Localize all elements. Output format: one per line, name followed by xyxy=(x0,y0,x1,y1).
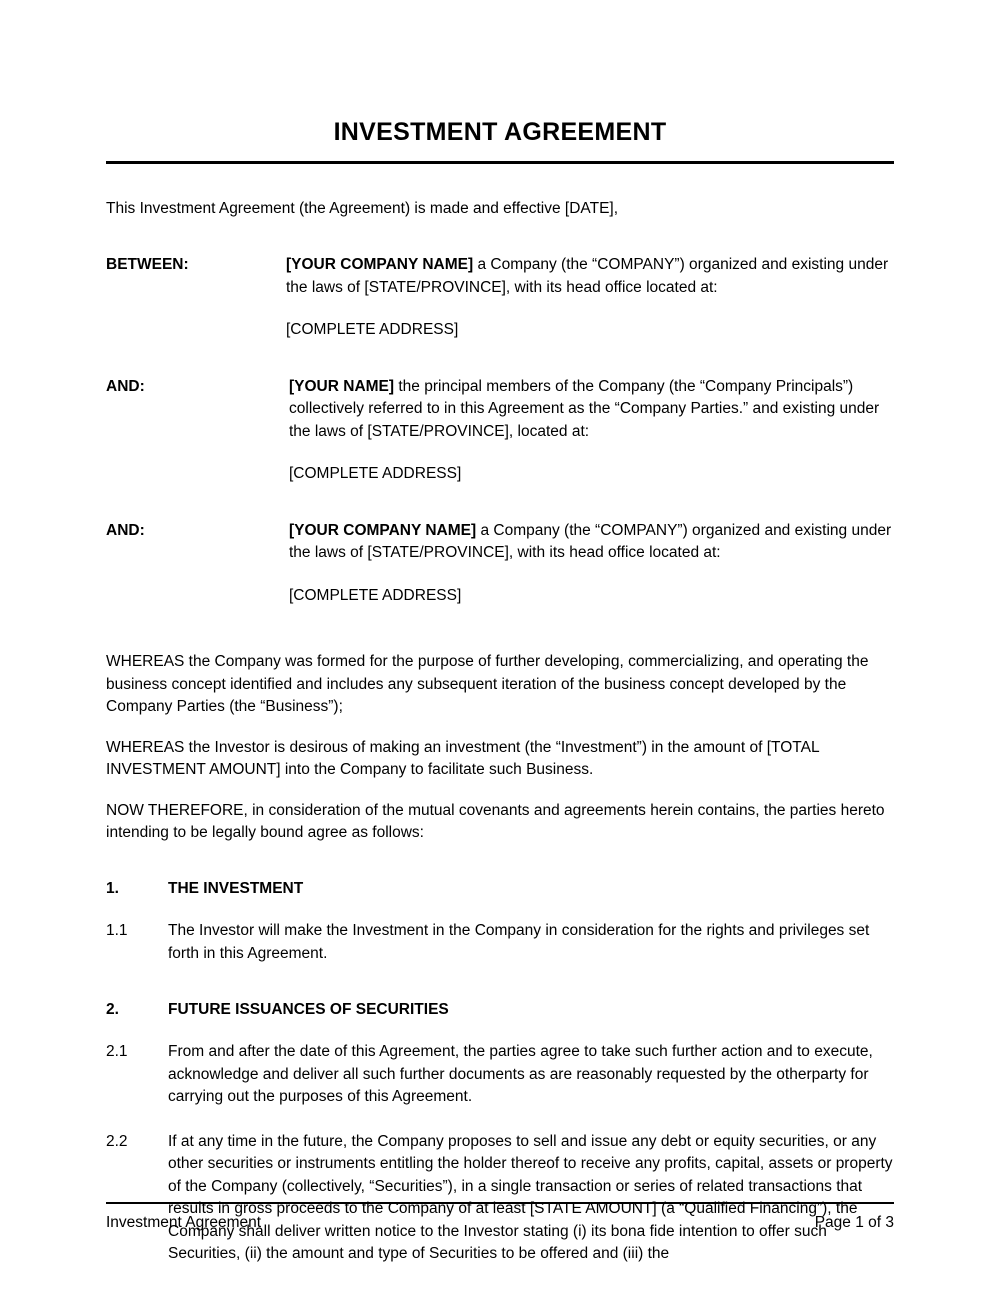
clause-2-1 xyxy=(106,1041,894,1108)
clause-1-1 xyxy=(106,920,894,965)
party-label: AND: xyxy=(106,521,145,539)
footer-document-name: Investment Agreement xyxy=(106,1214,262,1231)
title-divider xyxy=(106,161,894,164)
section-title: FUTURE ISSUANCES OF SECURITIES xyxy=(168,1001,449,1019)
section-heading-2 xyxy=(106,1001,894,1019)
intro-paragraph: This Investment Agreement (the Agreement) is made and effective [DATE], xyxy=(106,200,619,217)
clause-number: 1.1 xyxy=(106,922,128,940)
footer-row xyxy=(106,1214,894,1232)
party-name: [YOUR COMPANY NAME] xyxy=(289,521,477,539)
section-number: 1. xyxy=(106,880,119,898)
clause-number: 2.1 xyxy=(106,1043,128,1061)
page-title: INVESTMENT AGREEMENT xyxy=(333,118,667,146)
recitals xyxy=(106,651,894,844)
party-address: [COMPLETE ADDRESS] xyxy=(286,321,459,339)
party-address: [COMPLETE ADDRESS] xyxy=(289,586,462,604)
clause-text: If at any time in the future, the Company proposes to sell and issue any debt or equity securities, or any other securities or instruments entitling the holder thereof to receive any profits, capital, assets or property of the Company (collectively, “Securities”), in a single transaction or series of related transactions that results in gross proceeds to the Company of at least [STATE AMOUNT] (a “Qualified Financing”), the Company shall deliver written notice to the Investor stating (i) its bona fide intention to offer such Securities, (ii) the amount and type of Securities to be offered and (iii) the xyxy=(168,1132,893,1263)
party-block-between xyxy=(106,254,894,341)
clause-text: From and after the date of this Agreement, the parties agree to take such further action and to execute, acknowledge and deliver all such further documents as are reasonably requested by the otherparty for carrying out the purposes of this Agreement. xyxy=(168,1043,873,1106)
recital-paragraph: WHEREAS the Company was formed for the purpose of further developing, commercializing, and operating the business concept identified and includes any subsequent iteration of the business concept developed by the Company Parties (the “Business”); xyxy=(106,653,869,716)
party-name: [YOUR NAME] xyxy=(289,377,395,395)
party-description: a Company (the “COMPANY”) organized and existing under the laws of [STATE/PROVINCE], with its head office located at: xyxy=(289,521,892,562)
party-body xyxy=(286,376,894,486)
party-description: the principal members of the Company (the “Company Principals”) collectively referred to in this Agreement as the “Company Parties.” and existing under the laws of [STATE/PROVINCE], located at: xyxy=(289,377,880,440)
clause-number: 2.2 xyxy=(106,1132,128,1150)
footer-divider xyxy=(106,1202,894,1204)
party-block-and-1 xyxy=(106,376,894,486)
party-body xyxy=(286,254,894,341)
clause-2-2 xyxy=(106,1131,894,1266)
party-block-and-2 xyxy=(106,520,894,607)
recital-paragraph: WHEREAS the Investor is desirous of making an investment (the “Investment”) in the amount of [TOTAL INVESTMENT AMOUNT] into the Company to facilitate such Business. xyxy=(106,738,820,779)
clause-text: The Investor will make the Investment in the Company in consideration for the rights and privileges set forth in this Agreement. xyxy=(168,922,870,962)
party-label: AND: xyxy=(106,377,145,395)
party-description: a Company (the “COMPANY”) organized and existing under the laws of [STATE/PROVINCE], with its head office located at: xyxy=(286,256,889,296)
party-body xyxy=(286,520,894,607)
party-description-line xyxy=(289,520,894,565)
page-footer xyxy=(106,1202,894,1232)
party-address: [COMPLETE ADDRESS] xyxy=(289,465,462,483)
party-name: [YOUR COMPANY NAME] xyxy=(286,256,474,274)
footer-page-number: Page 1 of 3 xyxy=(814,1214,894,1231)
recital-paragraph: NOW THEREFORE, in consideration of the mutual covenants and agreements herein contains, the parties hereto intending to be legally bound agree as follows: xyxy=(106,801,885,841)
party-description-line xyxy=(289,376,894,443)
section-number: 2. xyxy=(106,1001,119,1019)
party-description-line xyxy=(286,254,894,299)
section-heading-1 xyxy=(106,880,894,898)
section-title: THE INVESTMENT xyxy=(168,880,304,898)
party-label: BETWEEN: xyxy=(106,256,189,274)
